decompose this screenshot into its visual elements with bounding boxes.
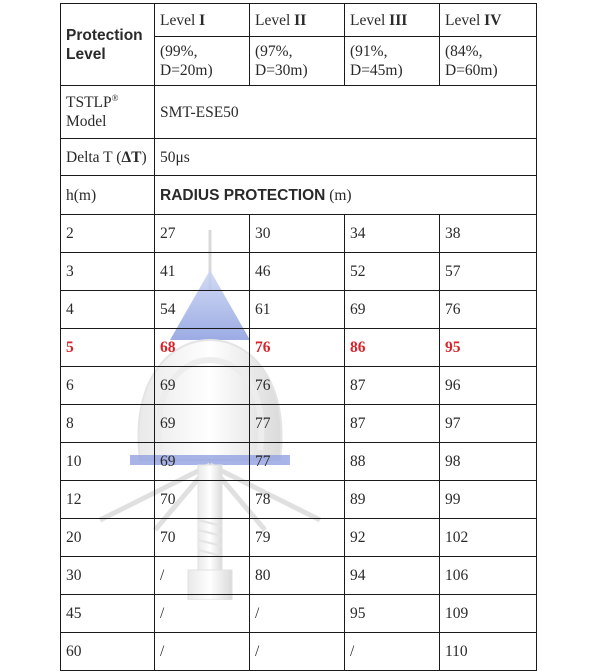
radius-cell-level-2: 77 (250, 405, 345, 443)
model-value: SMT-ESE50 (155, 86, 537, 139)
height-cell: 6 (61, 367, 155, 405)
radius-cell-level-2: 78 (250, 481, 345, 519)
radius-cell-level-2: / (250, 595, 345, 633)
table-row (61, 519, 537, 557)
radius-cell-level-3: 87 (345, 405, 440, 443)
delta-t-label: Delta T (ΔT) (61, 139, 155, 176)
height-cell: 5 (61, 329, 155, 367)
radius-cell-level-2: 76 (250, 329, 345, 367)
radius-cell-level-4: 98 (440, 443, 537, 481)
radius-cell-level-4: 97 (440, 405, 537, 443)
table-row (61, 253, 537, 291)
level-2-detail: (97%, D=30m) (250, 37, 345, 86)
radius-cell-level-2: / (250, 633, 345, 671)
level-4-detail: (84%, D=60m) (440, 37, 537, 86)
radius-cell-level-2: 30 (250, 215, 345, 253)
height-cell: 12 (61, 481, 155, 519)
radius-cell-level-3: 87 (345, 367, 440, 405)
radius-cell-level-4: 76 (440, 291, 537, 329)
height-cell: 8 (61, 405, 155, 443)
radius-cell-level-1: 69 (155, 405, 250, 443)
radius-cell-level-3: 95 (345, 595, 440, 633)
height-cell: 2 (61, 215, 155, 253)
radius-cell-level-3: 94 (345, 557, 440, 595)
height-cell: 10 (61, 443, 155, 481)
level-2-title: Level II (250, 4, 345, 37)
radius-data-rows (61, 215, 537, 671)
table-row (61, 367, 537, 405)
model-row (61, 86, 537, 139)
level-header-row (61, 4, 537, 37)
radius-cell-level-1: / (155, 557, 250, 595)
radius-header-row (61, 176, 537, 215)
table-row (61, 405, 537, 443)
table-row (61, 557, 537, 595)
radius-cell-level-3: 89 (345, 481, 440, 519)
radius-cell-level-1: 70 (155, 519, 250, 557)
height-cell: 60 (61, 633, 155, 671)
radius-cell-level-2: 80 (250, 557, 345, 595)
radius-cell-level-4: 57 (440, 253, 537, 291)
radius-cell-level-4: 109 (440, 595, 537, 633)
delta-t-row (61, 139, 537, 176)
table-row (61, 291, 537, 329)
table-row (61, 481, 537, 519)
level-3-title: Level III (345, 4, 440, 37)
height-cell: 4 (61, 291, 155, 329)
radius-cell-level-1: 69 (155, 367, 250, 405)
radius-cell-level-4: 96 (440, 367, 537, 405)
radius-cell-level-2: 77 (250, 443, 345, 481)
radius-cell-level-1: / (155, 595, 250, 633)
radius-cell-level-3: 69 (345, 291, 440, 329)
radius-cell-level-4: 38 (440, 215, 537, 253)
radius-cell-level-2: 61 (250, 291, 345, 329)
height-cell: 45 (61, 595, 155, 633)
delta-t-value: 50μs (155, 139, 537, 176)
radius-cell-level-4: 99 (440, 481, 537, 519)
radius-cell-level-2: 46 (250, 253, 345, 291)
radius-cell-level-3: 92 (345, 519, 440, 557)
radius-protection-title: RADIUS PROTECTION (m) (155, 176, 537, 215)
table-row (61, 329, 537, 367)
table-row (61, 595, 537, 633)
radius-cell-level-3: / (345, 633, 440, 671)
radius-cell-level-2: 79 (250, 519, 345, 557)
radius-cell-level-4: 102 (440, 519, 537, 557)
radius-cell-level-1: 41 (155, 253, 250, 291)
level-1-detail: (99%, D=20m) (155, 37, 250, 86)
radius-cell-level-1: 68 (155, 329, 250, 367)
radius-cell-level-1: 69 (155, 443, 250, 481)
radius-cell-level-3: 52 (345, 253, 440, 291)
table-row (61, 443, 537, 481)
radius-cell-level-3: 34 (345, 215, 440, 253)
model-label: TSTLP® Model (61, 86, 155, 139)
height-cell: 30 (61, 557, 155, 595)
table-row (61, 633, 537, 671)
radius-cell-level-4: 106 (440, 557, 537, 595)
height-cell: 20 (61, 519, 155, 557)
level-1-title: Level I (155, 4, 250, 37)
level-4-title: Level IV (440, 4, 537, 37)
height-label: h(m) (61, 176, 155, 215)
protection-level-label: Protection Level (61, 4, 155, 86)
level-3-detail: (91%, D=45m) (345, 37, 440, 86)
height-cell: 3 (61, 253, 155, 291)
radius-cell-level-1: 54 (155, 291, 250, 329)
radius-cell-level-1: 70 (155, 481, 250, 519)
table-row (61, 215, 537, 253)
radius-cell-level-1: 27 (155, 215, 250, 253)
radius-cell-level-1: / (155, 633, 250, 671)
radius-cell-level-4: 95 (440, 329, 537, 367)
radius-cell-level-2: 76 (250, 367, 345, 405)
radius-cell-level-4: 110 (440, 633, 537, 671)
radius-cell-level-3: 86 (345, 329, 440, 367)
radius-cell-level-3: 88 (345, 443, 440, 481)
protection-radius-table (60, 3, 537, 671)
